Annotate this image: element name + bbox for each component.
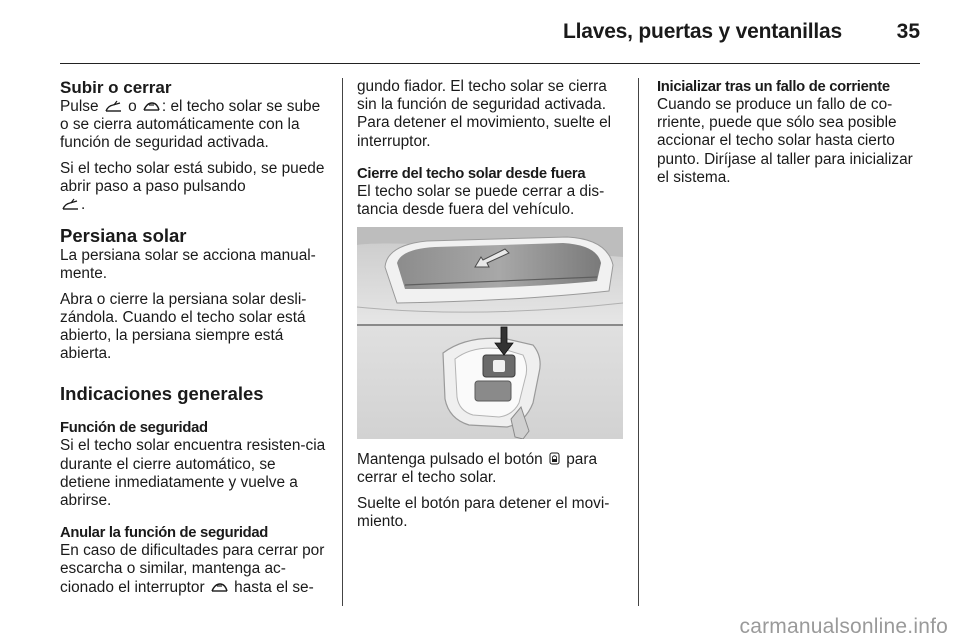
- sunroof-tilt-icon: [62, 198, 79, 210]
- column-2: [357, 78, 623, 531]
- paragraph-subir-2: Si el techo solar está subido, se puede abrir paso a paso pulsando .: [60, 159, 325, 214]
- sunroof-slide-icon: [143, 100, 160, 112]
- column-1: [60, 78, 328, 597]
- heading-persiana-solar: Persiana solar: [60, 225, 187, 247]
- paragraph-suelte: Suelte el botón para detener el movi-miento.: [357, 494, 610, 530]
- paragraph-inicializar: Cuando se produce un fallo de co-rriente, puede que sólo sea posible accionar el techo solar hasta cierto punto. Diríjase al taller para inicializar el sistema.: [657, 96, 913, 186]
- heading-inicializar: Inicializar tras un fallo de corriente: [657, 79, 890, 95]
- key-lock-icon: [549, 452, 560, 465]
- heading-funcion-seguridad: Función de seguridad: [60, 420, 208, 437]
- paragraph-mantenga: Mantenga pulsado el botón para cerrar el techo solar.: [357, 451, 598, 487]
- heading-cierre-desde-fuera: Cierre del techo solar desde fuera: [357, 165, 586, 182]
- sunroof-remote-illustration: [357, 227, 623, 439]
- page-title: Llaves, puertas y ventanillas: [562, 20, 842, 43]
- paragraph-continuation: gundo fiador. El techo solar se cierra sin la función de seguridad activada. Para detener el movimiento, suelte el interruptor.: [357, 78, 612, 150]
- sunroof-slide-icon: [211, 581, 228, 593]
- sunroof-tilt-icon: [105, 100, 122, 112]
- heading-anular-funcion: Anular la función de seguridad: [60, 525, 269, 542]
- heading-indicaciones-generales: Indicaciones generales: [60, 383, 264, 405]
- paragraph-anular: En caso de dificultades para cerrar por escarcha o similar, mantenga ac-cionado el interruptor hasta el se-: [60, 542, 325, 596]
- paragraph-persiana-1: La persiana solar se acciona manual-mente.: [60, 247, 316, 283]
- column-3: [657, 78, 925, 187]
- paragraph-persiana-2: Abra o cierre la persiana solar desli-zándola. Cuando el techo solar está abierto, la persiana siempre está abierta.: [60, 290, 307, 363]
- column-divider-2: [638, 78, 639, 606]
- paragraph-funcion-seguridad: Si el techo solar encuentra resisten-cia durante el cierre automático, se detiene inmediatamente y vuelve a abrirse.: [60, 437, 326, 510]
- page-header: [60, 18, 920, 64]
- watermark: carmanualsonline.info: [739, 615, 948, 638]
- page-number: 35: [896, 20, 920, 43]
- paragraph-cierre: El techo solar se puede cerrar a dis-tancia desde fuera del vehículo.: [357, 182, 605, 219]
- heading-subir-cerrar: Subir o cerrar: [60, 78, 172, 97]
- paragraph-subir-1: Pulse o : el techo solar se sube o se cierra automáticamente con la función de seguridad activada.: [60, 98, 321, 152]
- column-divider-1: [342, 78, 343, 606]
